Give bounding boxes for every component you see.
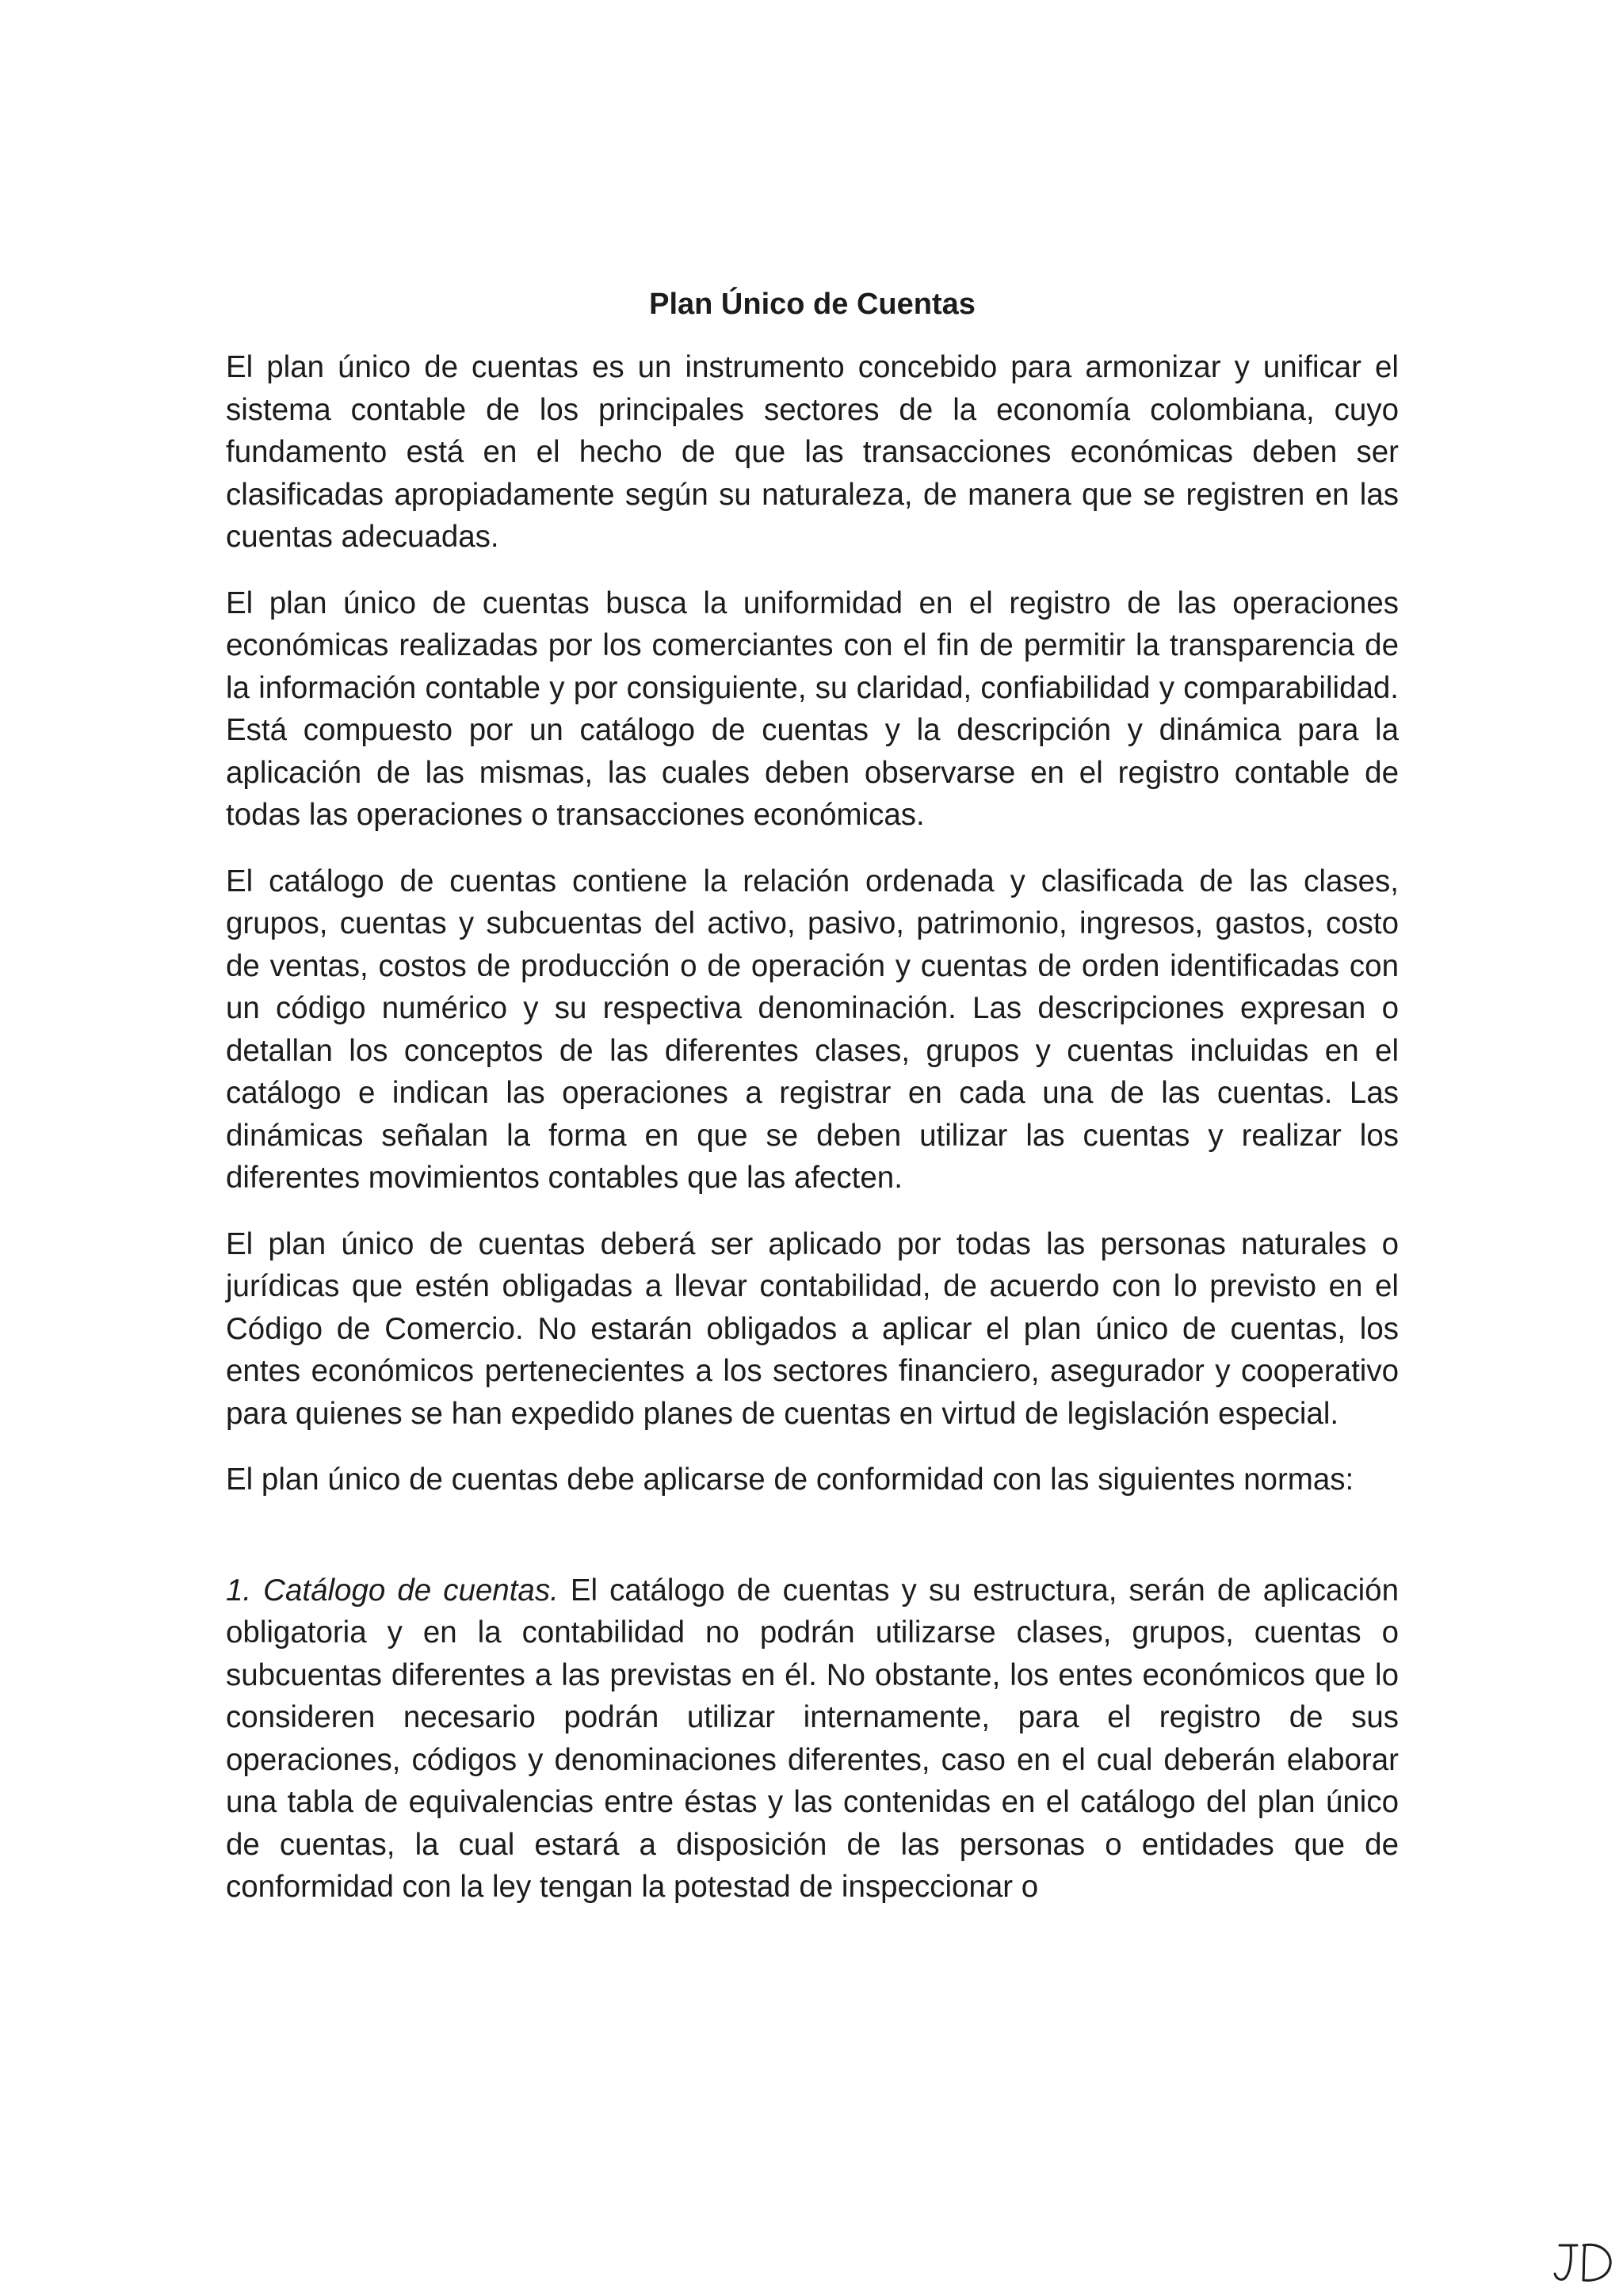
document-title: Plan Único de Cuentas xyxy=(649,288,976,321)
numbered-item-text: El catálogo de cuentas y su estructura, serán de aplicación obligatoria y en la contabilidad no podrán utilizarse clases, grupos, cuentas o subcuentas diferentes a las previstas en él. No obstante, los entes económicos que lo consideren necesario podrán utilizar internamente, para el registro de sus operaciones, códigos y denominaciones diferentes, caso en el cual deberán elaborar una tabla de equivalencias entre éstas y las contenidas en el catálogo del plan único de cuentas, la cual estará a disposición de las personas o entidades que de conformidad con la ley tengan la potestad de inspeccionar o xyxy=(226,1573,1399,1904)
paragraph-1: El plan único de cuentas es un instrumento concebido para armonizar y unificar el sistema contable de los principales sectores de la economía colombiana, cuyo fundamento está en el hecho de que las transacciones económicas deben ser clasificadas apropiadamente según su naturaleza, de manera que se registren en las cuentas adecuadas. xyxy=(226,350,1399,554)
document-body xyxy=(226,281,1399,1932)
paragraph-2: El plan único de cuentas busca la uniformidad en el registro de las operaciones económicas realizadas por los comerciantes con el fin de permitir la transparencia de la información contable y por consiguiente, su claridad, confiabilidad y comparabilidad. Está compuesto por un catálogo de cuentas y la descripción y dinámica para la aplicación de las mismas, las cuales deben observarse en el registro contable de todas las operaciones o transacciones económicas. xyxy=(226,585,1399,832)
numbered-item-1 xyxy=(226,1569,1399,1909)
paragraph-3: El catálogo de cuentas contiene la relación ordenada y clasificada de las clases, grupos, cuentas y subcuentas del activo, pasivo, patrimonio, ingresos, gastos, costo de ventas, costos de producción o de operación y cuentas de orden identificadas con un código numérico y su respectiva denominación. Las descripciones expresan o detallan los conceptos de las diferentes clases, grupos y cuentas incluidas en el catálogo e indican las operaciones a registrar en cada una de las cuentas. Las dinámicas señalan la forma en que se deben utilizar las cuentas y realizar los diferentes movimientos contables que las afecten. xyxy=(226,864,1399,1195)
paragraph-4: El plan único de cuentas deberá ser aplicado por todas las personas naturales o jurídicas que estén obligadas a llevar contabilidad, de acuerdo con lo previsto en el Código de Comercio. No estarán obligados a aplicar el plan único de cuentas, los entes económicos pertenecientes a los sectores financiero, asegurador y cooperativo para quienes se han expedido planes de cuentas en virtud de legislación especial. xyxy=(226,1226,1399,1431)
paragraph-5: El plan único de cuentas debe aplicarse de conformidad con las siguientes normas: xyxy=(226,1463,1354,1497)
handwritten-initials xyxy=(1552,2239,1615,2288)
numbered-item-label: 1. Catálogo de cuentas. xyxy=(226,1573,559,1608)
